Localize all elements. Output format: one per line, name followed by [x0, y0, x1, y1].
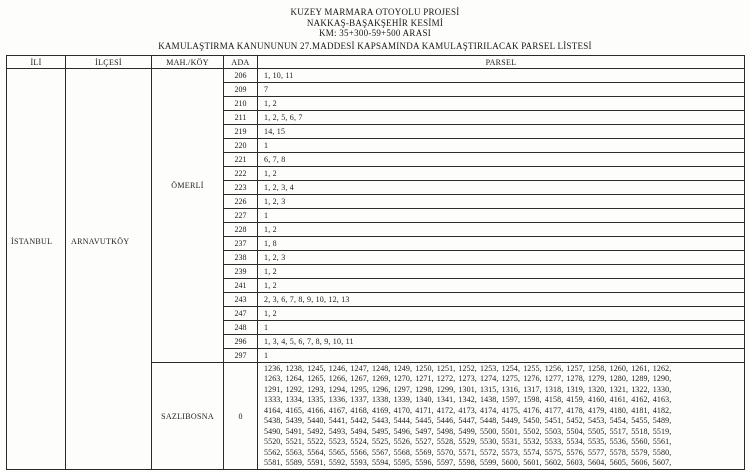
parsel-line: 1291, 1292, 1293, 1294, 1295, 1296, 1297, 1298, 1299, 1301, 1315, 1316, 1317, 1318, 1319, 1320, 1321, 1322, 1330, [264, 384, 672, 394]
parsel-cell: 1, 2, 3, 4 [264, 183, 294, 192]
ada-cell: 220 [224, 139, 258, 152]
parsel-cell: 1 [264, 351, 269, 360]
parsel-line: 1236, 1238, 1245, 1246, 1247, 1248, 1249, 1250, 1251, 1252, 1253, 1254, 1255, 1256, 1257, 1258, 1260, 1261, 1262, [264, 364, 672, 373]
ada-cell: 222 [224, 167, 258, 180]
parsel-line: 5581, 5589, 5591, 5592, 5593, 5594, 5595, 5596, 5597, 5598, 5599, 5600, 5601, 5602, 5603, 5604, 5605, 5606, 5607, [264, 458, 672, 468]
neighborhood-sazlibosna: SAZLIBOSNA [161, 411, 214, 421]
ada-cell: 206 [224, 69, 258, 82]
ada-cell: 219 [224, 125, 258, 138]
ada-cell: 297 [224, 349, 258, 362]
parsel-line: 5438, 5439, 5440, 5441, 5442, 5443, 5444, 5445, 5446, 5447, 5448, 5449, 5450, 5451, 5452, 5453, 5454, 5455, 5489, [264, 416, 672, 426]
parsel-cell: 1, 2, 3 [264, 197, 286, 206]
parsel-cell: 1 [264, 323, 269, 332]
ada-cell: 210 [224, 97, 258, 110]
parsel-cell: 1, 10, 11 [264, 71, 294, 80]
ada-parsel-column [224, 69, 744, 469]
title-project: KUZEY MARMARA OTOYOLU PROJESİ [290, 7, 460, 17]
table-row [224, 223, 744, 237]
neighborhood-omerli: ÖMERLİ [152, 69, 223, 363]
parsel-cell: 2, 3, 6, 7, 8, 9, 10, 12, 13 [264, 295, 350, 304]
table-row [224, 237, 744, 251]
parsel-list-block [258, 363, 744, 469]
table-row [224, 139, 744, 153]
ada-cell: 228 [224, 223, 258, 236]
parsel-cell: 1, 2 [264, 225, 277, 234]
parsel-line: 4164, 4165, 4166, 4167, 4168, 4169, 4170, 4171, 4172, 4173, 4174, 4175, 4176, 4177, 4178, 4179, 4180, 4181, 4182, [264, 405, 672, 415]
title-section: NAKKAŞ-BAŞAKŞEHİR KESİMİ [306, 17, 444, 28]
table-row [224, 167, 744, 181]
table-row-sazlibosna [224, 363, 744, 469]
ada-cell: 209 [224, 83, 258, 96]
parsel-cell: 14, 15 [264, 127, 286, 136]
ada-cell: 296 [224, 335, 258, 348]
ada-cell: 241 [224, 279, 258, 292]
parsel-cell: 1 [264, 141, 269, 150]
table-row [224, 349, 744, 363]
header-ada: ADA [224, 56, 258, 68]
neighborhood-column [152, 69, 224, 469]
table-body [7, 69, 744, 469]
table-row [224, 293, 744, 307]
table-row [224, 321, 744, 335]
parcel-table [6, 55, 745, 470]
ada-cell: 223 [224, 181, 258, 194]
table-row [224, 265, 744, 279]
parsel-cell: 1 [264, 211, 269, 220]
table-row [224, 251, 744, 265]
ada-cell: 221 [224, 153, 258, 166]
parsel-cell: 1, 2 [264, 99, 277, 108]
parsel-line: 1263, 1264, 1265, 1266, 1267, 1269, 1270, 1271, 1272, 1273, 1274, 1275, 1276, 1277, 1278, 1279, 1280, 1289, 1290, [264, 374, 672, 384]
table-row [224, 111, 744, 125]
ada-cell: 238 [224, 251, 258, 264]
table-row [224, 69, 744, 83]
ada-cell: 239 [224, 265, 258, 278]
header-mahkoy: MAH./KÖY [152, 56, 224, 68]
header-ili: İLİ [7, 56, 66, 68]
ada-cell: 227 [224, 209, 258, 222]
table-header-row [7, 56, 744, 69]
table-row [224, 195, 744, 209]
header-ilcesi: İLÇESİ [66, 56, 152, 68]
parsel-cell: 1, 2, 3 [264, 253, 286, 262]
parsel-cell: 1, 2, 5, 6, 7 [264, 113, 303, 122]
title-list-description: KAMULAŞTIRMA KANUNUNUN 27.MADDESİ KAPSAMINDA KAMULAŞTIRILACAK PARSEL LİSTESİ [158, 40, 592, 51]
table-row [224, 209, 744, 223]
parsel-cell: 1, 8 [264, 239, 277, 248]
parsel-cell: 1, 2 [264, 281, 277, 290]
parsel-cell: 1, 2 [264, 309, 277, 318]
table-row [224, 83, 744, 97]
ada-cell: 211 [224, 111, 258, 124]
district-cell: ARNAVUTKÖY [66, 69, 152, 469]
parsel-cell: 1, 2 [264, 267, 277, 276]
table-row [224, 307, 744, 321]
province-cell: İSTANBUL [7, 69, 66, 469]
ada-cell: 237 [224, 237, 258, 250]
parsel-cell: 7 [264, 85, 269, 94]
table-row [224, 153, 744, 167]
parsel-line: 5562, 5563, 5564, 5565, 5566, 5567, 5568, 5569, 5570, 5571, 5572, 5573, 5574, 5575, 5576, 5577, 5578, 5579, 5580, [264, 447, 672, 457]
table-row [224, 97, 744, 111]
parsel-cell: 1, 2 [264, 169, 277, 178]
parsel-cell: 1, 3, 4, 5, 6, 7, 8, 9, 10, 11 [264, 337, 354, 346]
parsel-line: 5520, 5521, 5522, 5523, 5524, 5525, 5526, 5527, 5528, 5529, 5530, 5531, 5532, 5533, 5534, 5535, 5536, 5560, 5561, [264, 437, 672, 447]
header-parsel: PARSEL [485, 57, 517, 67]
ada-cell: 247 [224, 307, 258, 320]
table-row [224, 335, 744, 349]
ada-cell: 248 [224, 321, 258, 334]
table-row [224, 125, 744, 139]
parsel-cell: 6, 7, 8 [264, 155, 286, 164]
table-row [224, 279, 744, 293]
ada-cell: 243 [224, 293, 258, 306]
ada-cell: 0 [224, 363, 258, 469]
document-title-block [0, 7, 750, 51]
parsel-line: 1333, 1334, 1335, 1336, 1337, 1338, 1339, 1340, 1341, 1342, 1438, 1597, 1598, 4158, 4159, 4160, 4161, 4162, 4163, [264, 395, 672, 405]
table-row [224, 181, 744, 195]
parsel-line: 5490, 5491, 5492, 5493, 5494, 5495, 5496, 5497, 5498, 5499, 5500, 5501, 5502, 5503, 5504, 5505, 5517, 5518, 5519, [264, 426, 672, 436]
title-km-range: KM: 35+300-59+500 ARASI [319, 28, 431, 38]
ada-cell: 226 [224, 195, 258, 208]
